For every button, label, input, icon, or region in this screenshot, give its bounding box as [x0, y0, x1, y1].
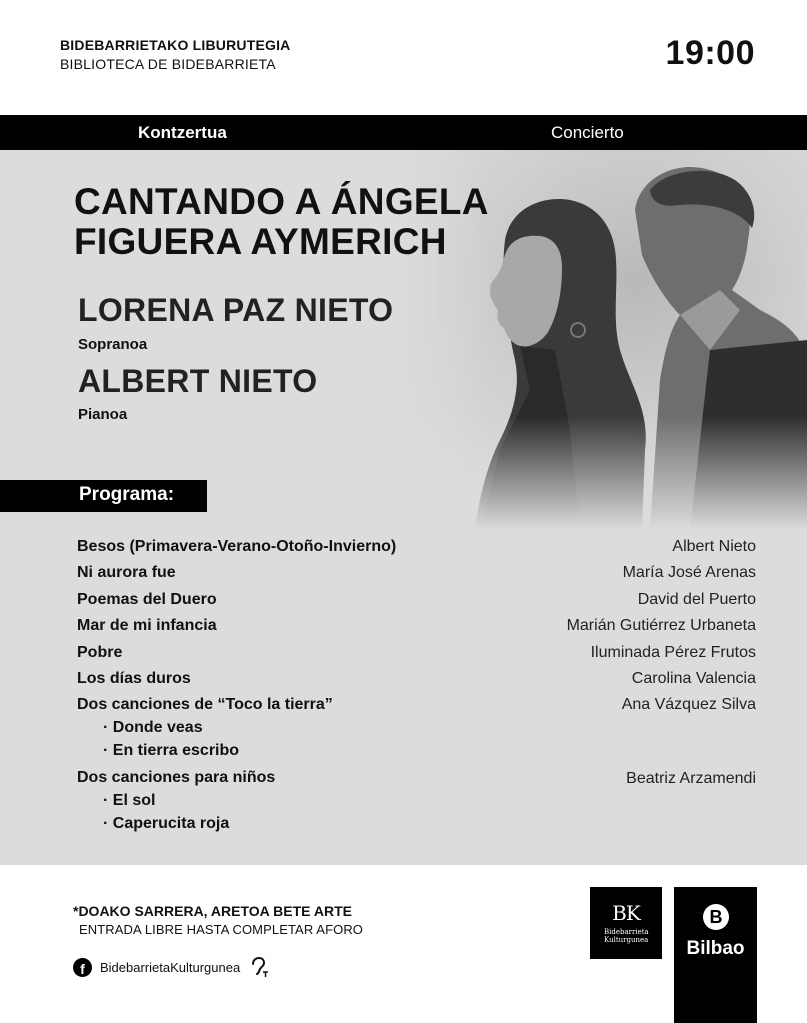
programa-label: Programa:	[79, 484, 175, 505]
library-name-es: BIBLIOTECA DE BIDEBARRIETA	[60, 56, 276, 72]
event-type-bar	[0, 115, 807, 150]
program-item-composer: Iluminada Pérez Frutos	[590, 644, 756, 661]
bilbao-logo	[674, 887, 757, 1023]
performer-name: LORENA PAZ NIETO	[78, 292, 394, 328]
bidebarrieta-kulturgunea-logo	[590, 887, 662, 959]
programa-bar	[0, 480, 207, 512]
bk-logo-line1: Bidebarrieta	[604, 928, 649, 936]
program-subitem: · El sol	[103, 792, 156, 809]
program-item-composer: Beatriz Arzamendi	[626, 770, 756, 787]
program-item-composer: Albert Nieto	[672, 538, 756, 555]
facebook-icon[interactable]: f	[73, 958, 92, 977]
event-title-line1: CANTANDO A ÁNGELA	[74, 181, 489, 222]
program-subitem: · Donde veas	[103, 719, 203, 736]
program-item-title: Mar de mi infancia	[77, 617, 217, 634]
program-subitem: · Caperucita roja	[103, 815, 230, 832]
program-item-title: Ni aurora fue	[77, 564, 176, 581]
free-entry-eu: *DOAKO SARRERA, ARETOA BETE ARTE	[73, 903, 352, 919]
hearing-loop-icon	[248, 956, 270, 978]
event-type-es: Concierto	[551, 123, 624, 142]
bilbao-mark: B	[703, 904, 729, 930]
program-item-composer: María José Arenas	[622, 564, 756, 581]
program-item-title: Dos canciones de “Toco la tierra”	[77, 696, 333, 713]
program-item-composer: David del Puerto	[637, 591, 756, 608]
program-item-composer: Carolina Valencia	[631, 670, 756, 687]
performer-role: Sopranoa	[78, 336, 148, 353]
program-item-title: Poemas del Duero	[77, 591, 217, 608]
program-subitem: · En tierra escribo	[103, 742, 240, 759]
performer-name: ALBERT NIETO	[78, 363, 318, 399]
bk-logo-letters: BK	[612, 901, 640, 925]
program-item-title: Los días duros	[77, 670, 191, 687]
program-item-title: Besos (Primavera-Verano-Otoño-Invierno)	[77, 538, 397, 555]
event-title	[74, 182, 489, 262]
footer	[0, 865, 807, 1023]
event-time: 19:00	[665, 34, 755, 72]
social-row	[73, 956, 270, 978]
performer-role: Pianoa	[78, 406, 128, 423]
bilbao-logo-text: Bilbao	[686, 938, 745, 959]
header	[0, 0, 807, 115]
free-entry-es: ENTRADA LIBRE HASTA COMPLETAR AFORO	[79, 922, 364, 937]
program-item-title: Dos canciones para niños	[77, 769, 276, 786]
social-handle[interactable]: BidebarrietaKulturgunea	[100, 959, 241, 975]
program-item-title: Pobre	[77, 644, 123, 661]
event-title-line2: FIGUERA AYMERICH	[74, 221, 447, 262]
bk-logo-line2: Kulturgunea	[604, 936, 649, 944]
main-panel	[0, 150, 807, 865]
library-name-eu: BIDEBARRIETAKO LIBURUTEGIA	[60, 37, 291, 53]
program-item-composer: Marián Gutiérrez Urbaneta	[566, 617, 756, 634]
event-type-eu: Kontzertua	[138, 123, 227, 142]
program-item-composer: Ana Vázquez Silva	[621, 696, 756, 713]
